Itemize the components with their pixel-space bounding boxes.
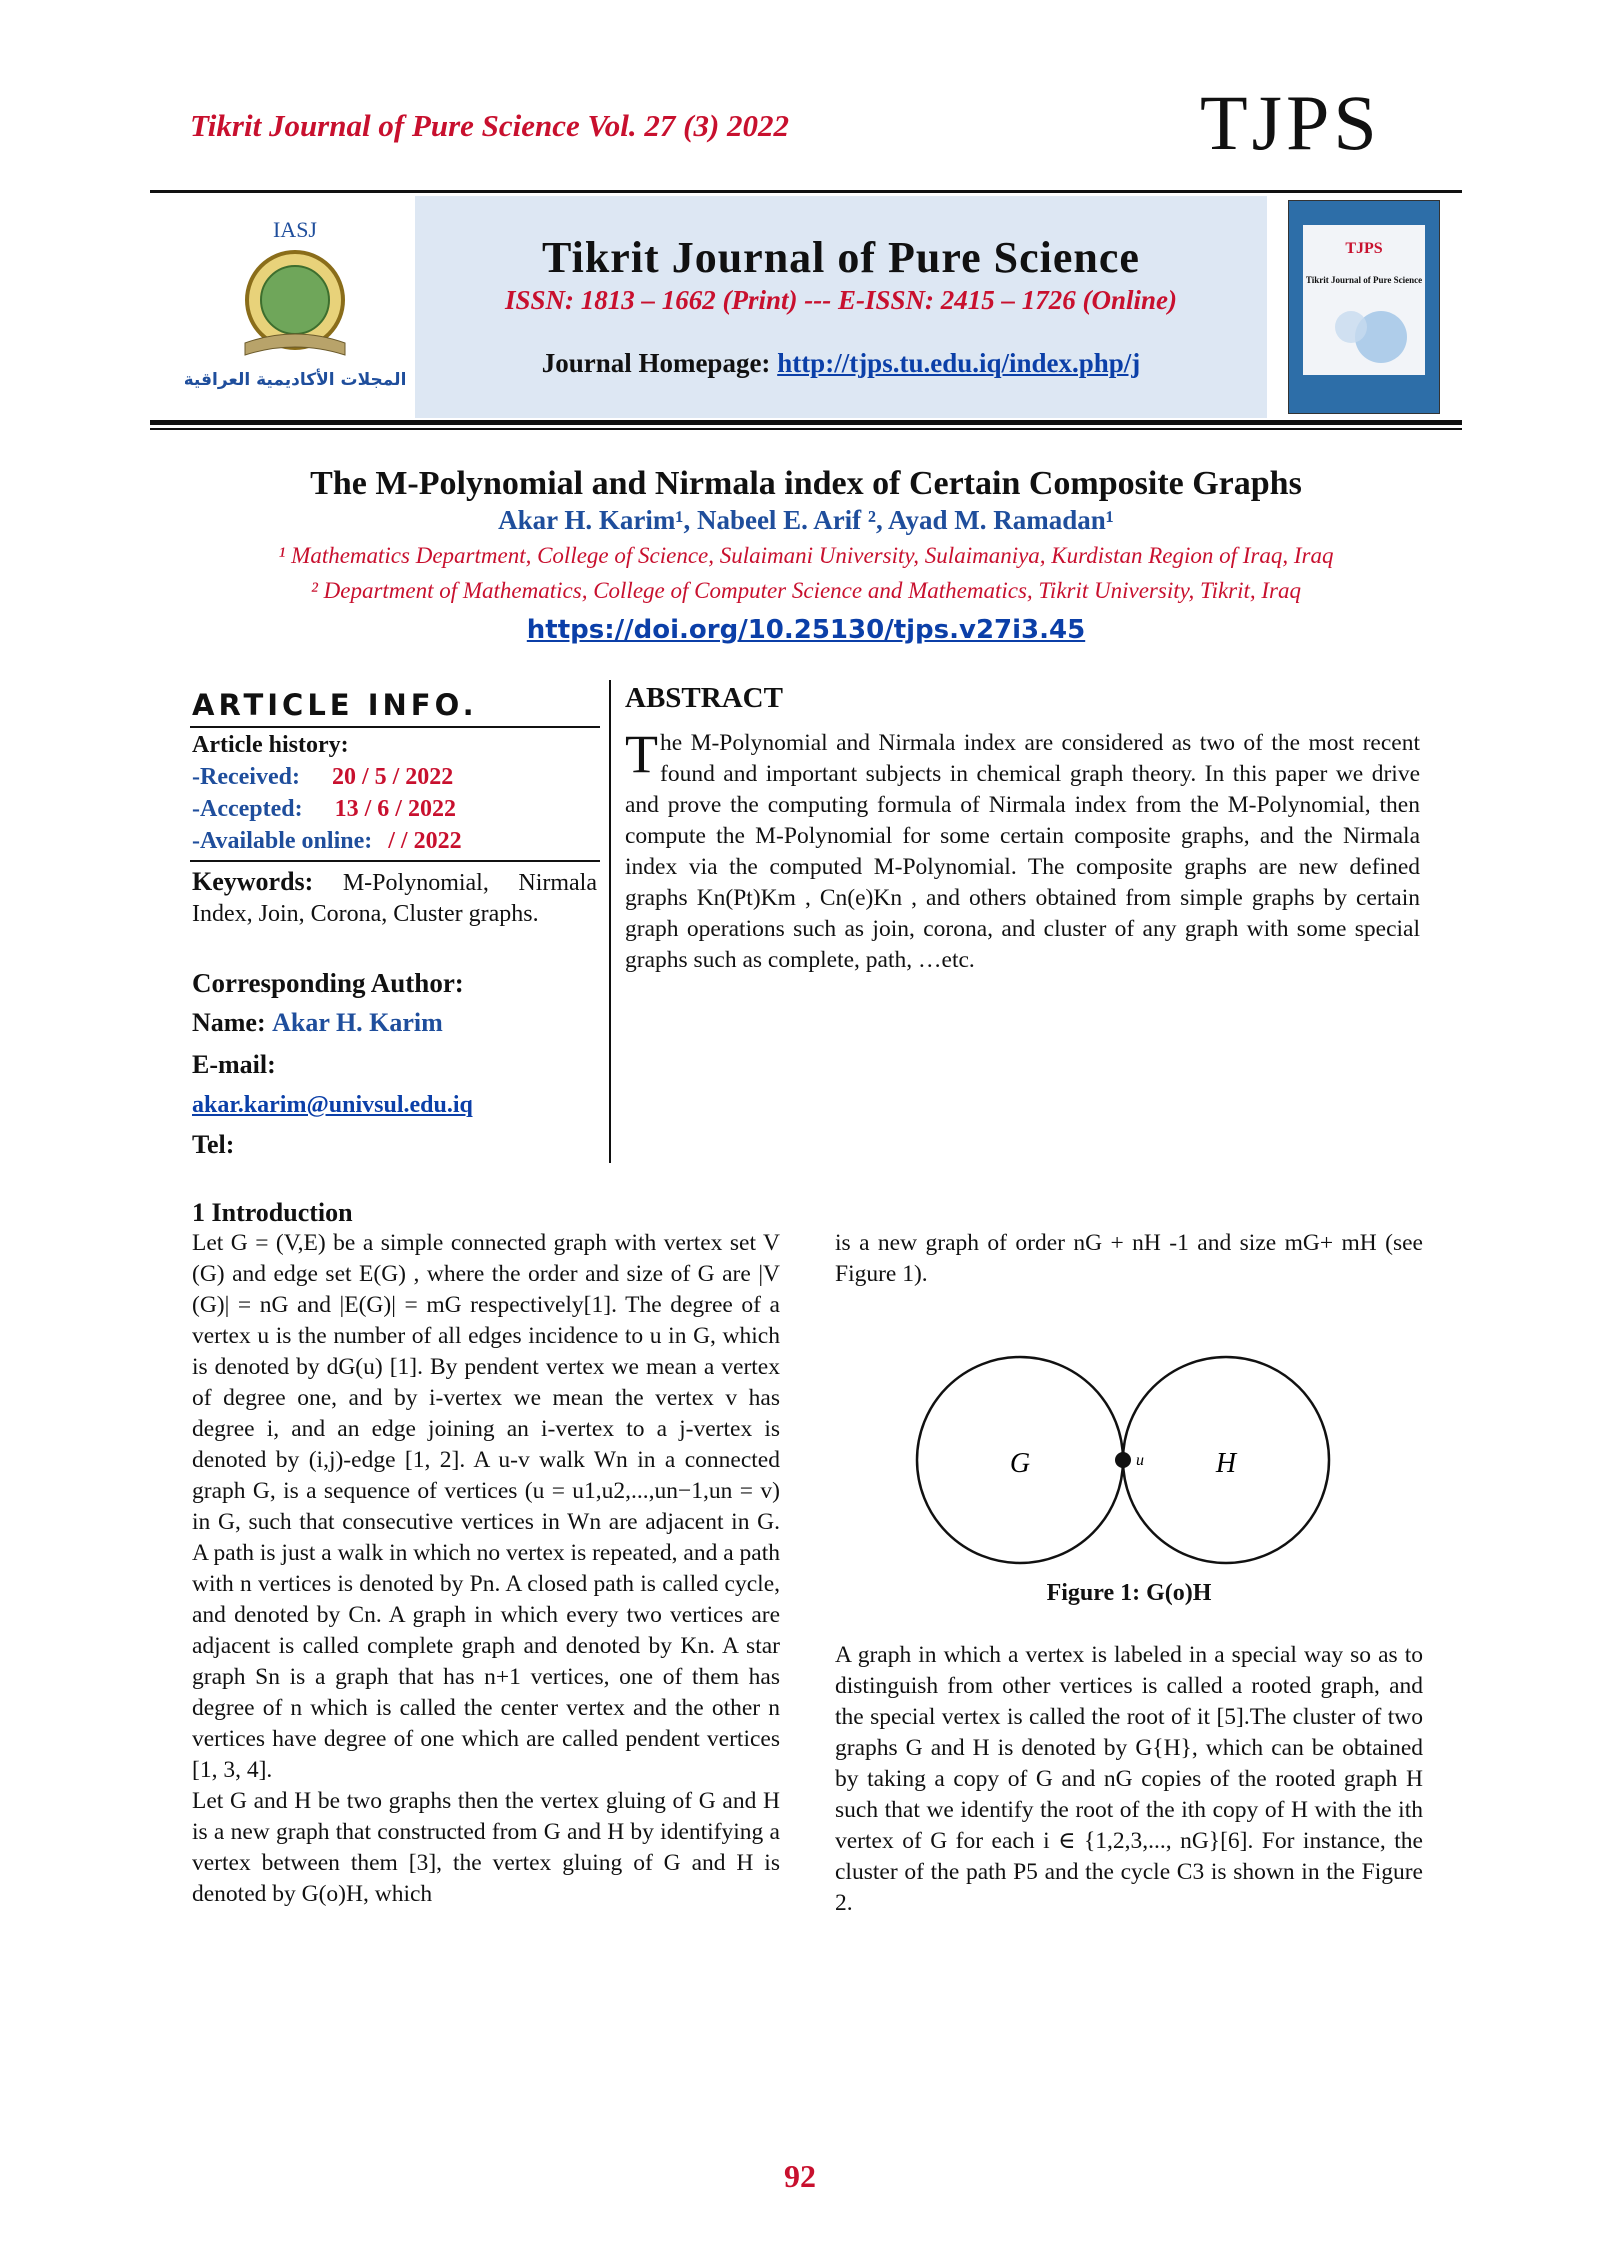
logo-top-text: IASJ [272, 217, 318, 242]
header-rule-bottom-thin [150, 428, 1462, 430]
email-link[interactable]: akar.karim@univsul.edu.iq [192, 1092, 473, 1118]
introduction-heading: 1 Introduction [192, 1198, 353, 1227]
abstract-dropcap: T [625, 724, 658, 784]
abstract-heading: ABSTRACT [625, 682, 783, 714]
label-g: G [1009, 1448, 1031, 1479]
journal-title: Tikrit Journal of Pure Science [542, 233, 1140, 282]
page-number: 92 [784, 2158, 816, 2194]
doi-link[interactable]: https://doi.org/10.25130/tjps.v27i3.45 [526, 615, 1086, 645]
keywords-block: Keywords: M-Polynomial, Nirmala Index, Join, Corona, Cluster graphs. [192, 867, 597, 927]
online-row: -Available online: / / 2022 [192, 828, 462, 854]
tel-label: Tel: [192, 1130, 235, 1159]
history-label: Article history: [192, 732, 349, 758]
paper-title: The M-Polynomial and Nirmala index of Certain Composite Graphs [310, 465, 1302, 502]
intro-left-column [192, 1228, 780, 1910]
header-rule-bottom [150, 420, 1462, 425]
corresponding-label: Corresponding Author: [192, 968, 464, 998]
journal-cover [1288, 200, 1440, 414]
intro-right-paragraph-1: is a new graph of order nG + nH -1 and size mG+ mH (see Figure 1). [835, 1230, 1423, 1287]
column-divider [609, 680, 611, 1163]
cover-title: TJPS [1345, 240, 1383, 257]
issn-line: ISSN: 1813 – 1662 (Print) --- E-ISSN: 2415 – 1726 (Online) [504, 285, 1178, 315]
received-row: -Received: 20 / 5 / 2022 [192, 764, 454, 790]
article-info-rule [190, 726, 600, 728]
journal-reference: Tikrit Journal of Pure Science Vol. 27 (3) 2022 [190, 108, 790, 143]
journal-homepage [415, 348, 1267, 379]
accepted-row: -Accepted: 13 / 6 / 2022 [192, 796, 456, 822]
article-info-rule-2 [190, 860, 600, 862]
logo-bottom-text: المجلات الأكاديمية العراقية [185, 370, 405, 390]
affiliation-2: ² Department of Mathematics, College of Computer Science and Mathematics, Tikrit University, Tikrit, Iraq [310, 578, 1302, 603]
email-label: E-mail: [192, 1050, 276, 1079]
journal-acronym: TJPS [1200, 79, 1381, 166]
paper-authors: Akar H. Karim¹, Nabeel E. Arif ², Ayad M. Ramadan¹ [498, 505, 1114, 535]
author-name-row: Name: Akar H. Karim [192, 1008, 443, 1037]
intro-paragraph-1: Let G = (V,E) be a simple connected graph with vertex set V (G) and edge set E(G) , where the order and size of G are |V (G)| = nG and |E(G)| = mG respectively[1]. The degree of a vertex u is the number of all edges incidence to u in G, which is denoted by dG(u) [1]. By pendent vertex we mean a vertex of degree one, and by i-vertex we mean the vertex v has degree i, and an edge joining an i-vertex to a j-vertex is denoted by (i,j)-edge [1, 2]. A u-v walk Wn in a connected graph G, is a sequence of vertices (u = u1,u2,...,un−1,un = v) in G, such that consecutive vertices in Wn are adjacent in G. A path is just a walk in which no vertex is repeated, and a path with n vertices is denoted by Pn. A closed path is called cycle, and denoted by Cn. A graph in which every two vertices are adjacent is called complete graph and denoted by Kn. A star graph Sn is a graph that has n+1 vertices, one of them has degree of n which is called the center vertex and the other n vertices have degree of one which are called pendent vertices [1, 3, 4]. [192, 1230, 780, 1783]
homepage-link[interactable]: http://tjps.tu.edu.iq/index.php/j [777, 348, 1141, 378]
homepage-label: Journal Homepage: [541, 348, 771, 378]
vertex-u [1115, 1452, 1131, 1468]
abstract-body [625, 724, 1420, 976]
iasj-logo [185, 215, 405, 395]
figure-1-caption: Figure 1: G(o)H [1046, 1580, 1212, 1606]
abstract-text: he M-Polynomial and Nirmala index are considered as two of the most recent found and important subjects in chemical graph theory. In this paper we drive and prove the computing formula of Nirmala index from the M-Polynomial, then compute the M-Polynomial for some certain composite graphs, and the Nirmala index via the computed M-Polynomial. The composite graphs are new defined graphs Kn(Pt)Km , Cn(e)Kn , and others obtained from simple graphs by certain graph operations such as join, corona, and cluster of any graph with some special graphs such as complete, path, …etc. [625, 730, 1420, 973]
label-h: H [1215, 1448, 1237, 1479]
cover-subtitle: Tikrit Journal of Pure Science [1305, 275, 1423, 285]
intro-paragraph-2: Let G and H be two graphs then the vertex gluing of G and H is a new graph that constructed from G and H by identifying a vertex between them [3], the vertex gluing of G and H is denoted by G(o)H, which [192, 1788, 780, 1907]
figure-1 [900, 1350, 1360, 1570]
article-info-heading: ARTICLE INFO. [192, 688, 478, 722]
affiliation-1: ¹ Mathematics Department, College of Science, Sulaimani University, Sulaimaniya, Kurdistan Region of Iraq, Iraq [278, 543, 1334, 568]
intro-right-paragraph-2: A graph in which a vertex is labeled in a special way so as to distinguish from other vertices is called a rooted graph, and the special vertex is called the root of it [5].The cluster of two graphs G and H is denoted by G{H}, which can be obtained by taking a copy of G and nG copies of the rooted graph H such that we identify the root of the ith copy of H with the ith vertex of G for each i ∈ {1,2,3,..., nG}[6]. For instance, the cluster of the path P5 and the cycle C3 is shown in the Figure 2. [835, 1642, 1423, 1916]
header-rule-top [150, 190, 1462, 193]
label-u: u [1136, 1452, 1144, 1469]
